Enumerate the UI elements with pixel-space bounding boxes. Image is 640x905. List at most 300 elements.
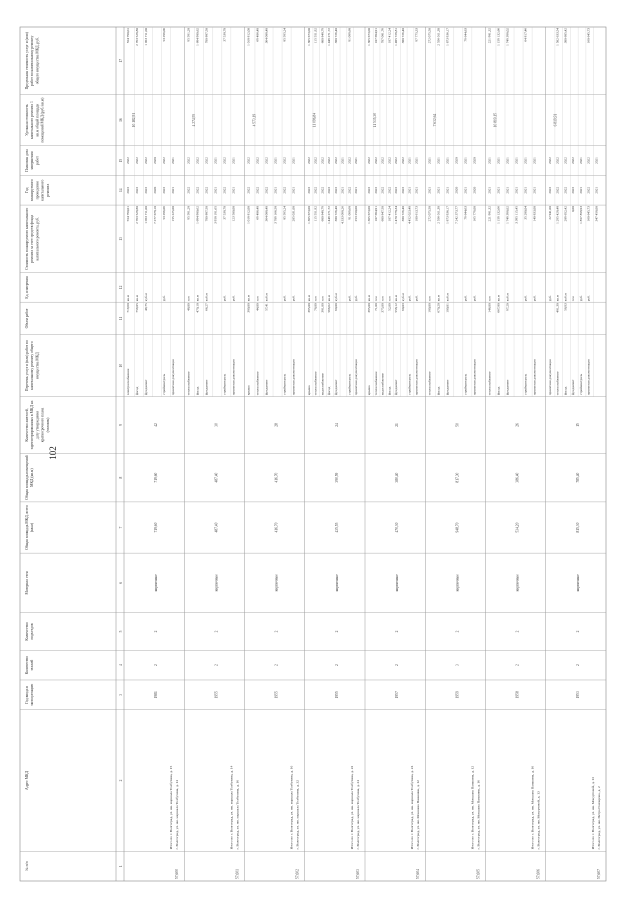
work-unit: руб. [291,295,296,302]
work-cost: 380 726,40 [333,206,338,222]
row-number: 57,602 [295,869,300,879]
row-residents: 24 [334,423,339,427]
work-unit: кв.м [327,294,332,302]
work-unit: кв.м [394,294,399,302]
work-end-date: 2021 [578,157,583,164]
work-cost: 7 277 678,10 [153,206,158,224]
header-cell: Перечень услуг и (или) работ по [25,340,29,392]
row-number: 57,601 [235,869,240,879]
row-address: г. Волгоград, ул. им. маршала Толбухина, д. 16 [235,779,240,850]
work-name: стройконтроль [162,373,167,396]
work-end-date: 2021 [354,157,359,164]
row-residents: 50 [455,423,460,427]
row-area-rooms: 390,59 [334,472,339,483]
row-area-rooms: 487,40 [214,472,219,483]
work-cost: 253 250,00 [354,206,359,222]
row-address: г. Волгоград, ул. им. маршала Толбухина, д. 32 [295,779,300,850]
work-unit: руб. [414,295,419,302]
row-floors: 2 [334,664,339,667]
row-area-total: 719,60 [154,522,159,533]
work-unit: руб. [354,295,359,302]
work-unit: п.м [571,296,575,302]
work-end-date: 2021 [496,157,501,164]
work-year: 2021 [578,186,583,194]
work-year: 2021 [407,186,412,194]
column-number: 12 [119,285,123,290]
work-year: 2022 [282,186,287,194]
work-end-date: 2022 [222,157,227,164]
work-cost: 2 556 011,30 [436,206,441,224]
work-year: 2022 [571,186,575,194]
header-cell: Ед. измерения [25,276,29,299]
work-volume: 58,93 [563,303,568,311]
work-limit-cost: 53 296,06 [162,28,167,42]
work-unit: куб.м [264,293,269,302]
work-cost: 123 500,00 [231,206,236,222]
work-volume: 60,03 [400,303,405,311]
work-volume: 100,01 [445,303,450,313]
work-cost: 700 887,50 [204,206,209,222]
row-area-rooms: 380,40 [395,472,400,483]
work-unit: куб.м [204,293,209,302]
work-name: стройконтроль [222,373,227,396]
work-year: 2022 [195,186,200,194]
work-end-date: 2020 [153,157,158,164]
work-cost: 95 591,28 [186,206,191,220]
work-cost: 1 694 980,62 [195,206,200,224]
work-volume: 395,00 [367,303,371,313]
row-address: Итого по г. Волгоград, ул. им. маршала Толбухина, д. 15 [169,765,174,850]
work-cost: 554 790,01 [126,206,130,222]
column-number: 1 [119,865,123,868]
work-unit: кв.м [306,294,311,302]
work-cost: 2 763 528,80 [135,206,140,224]
row-year: 1955 [274,691,279,699]
work-cost: 1 295 428,48 [555,206,560,224]
work-unit: руб. [472,295,477,302]
row-wall-material: кирпичные [515,574,520,592]
work-cost: 4 333 098,26 [340,206,345,224]
work-year: 2022 [347,186,352,194]
work-end-date: 2021 [594,157,599,164]
work-name: электроснабжение [126,368,130,396]
work-name: проектная документация [231,359,236,396]
column-number: 6 [119,581,123,584]
header-cell: проведения [35,181,40,200]
work-year: 2022 [320,186,325,194]
header-cell: планируемого [30,179,35,202]
work-limit-cost: 37 538,70 [222,28,227,42]
work-year: 2022 [313,186,318,194]
row-wall-material: кирпичные [214,574,219,592]
work-cost: 160 645,73 [586,206,591,222]
column-number: 17 [119,58,123,63]
row-residents: 21 [395,423,400,427]
work-cost: 85 595,24 [282,206,287,220]
work-cost: 1 449 271,72 [327,206,332,224]
work-year: 2021 [340,186,345,194]
row-wall-material: кирпичные [154,574,159,592]
header-cell: № п/п [25,861,29,871]
work-year: 2022 [264,186,269,194]
work-name: стройконтроль [347,373,352,396]
work-unit: кв.м [135,294,140,302]
row-area-rooms: 817,30 [455,472,460,483]
work-end-date: 2022 [264,157,269,164]
work-year: 2022 [563,186,568,194]
work-name: проектная документация [291,359,296,396]
row-residents: 42 [154,423,159,427]
row-area-rooms: 416,70 [274,472,279,483]
column-number: 7 [119,526,123,529]
header-cell: Предельная стоимость услуг и (или) [25,32,29,90]
row-area-total: 948,70 [455,522,460,533]
work-limit-cost: 2 763 528,80 [135,28,140,46]
work-unit: куб.м [563,293,568,302]
header-cell: работ [35,156,40,165]
header-cell: Материал стен [25,571,29,595]
page-number: 102 [48,446,58,460]
work-limit-cost: 1 694 980,62 [195,28,200,46]
work-end-date: 2021 [445,157,450,164]
work-end-date: 2021 [231,157,236,164]
work-unit: кв.м [555,294,560,302]
work-volume: 52,00 [387,303,392,311]
work-cost: 3 709 166,58 [273,206,278,224]
work-limit-cost: 1 365 673,00 [306,28,311,46]
work-limit-cost: 107 412,24 [387,28,392,44]
header-cell: подъездов [30,623,35,640]
work-unit: руб. [586,295,591,302]
work-limit-cost: 272 075,50 [427,28,432,44]
row-number: 57,607 [596,869,601,879]
work-cost: 107 694,91 [373,206,378,222]
work-name: проектная документация [171,359,176,396]
work-limit-cost: 91 099,68 [347,28,352,42]
header-cell: завершения [30,151,35,170]
row-year: 1955 [214,691,219,699]
work-end-date: 2022 [126,157,130,164]
header-cell: (кв.м) [30,522,35,533]
work-unit: куб.м [144,293,149,302]
work-cost: 1 365 673,00 [306,206,311,224]
row-entrances: 2 [214,630,219,633]
work-unit: кв.м [496,294,501,302]
work-name: фасад [387,386,392,396]
work-name: фундамент [571,379,575,396]
header-cell: Количество жителей, [25,408,29,442]
work-end-date: 2022 [380,157,385,164]
row-entrances: 2 [575,630,580,633]
work-year: 2022 [380,186,385,194]
work-cost: 364 088,40 [264,206,269,222]
work-end-date: 2022 [327,157,332,164]
row-unit-cost: 10 819,15 [493,112,498,128]
header-cell: ремонта [45,183,50,197]
work-name: проектная документация [532,359,537,396]
column-number: 14 [119,188,123,193]
row-year: 1957 [395,691,400,699]
work-cost: 1 873 936,17 [445,206,450,224]
work-volume: 719,60 [126,303,130,313]
row-number: 57,606 [536,869,541,879]
work-end-date: 2021 [213,157,218,164]
work-unit: кв.м [126,294,130,302]
work-name: теплоснабжение [186,371,191,396]
work-cost: 91 099,68 [347,206,352,220]
header-cell: капитального ремонта 1 [30,101,35,139]
work-cost: 35 280,04 [523,206,528,220]
work-name: проектная документация [414,359,419,396]
row-unit-cost: 4 274,93 [192,113,197,127]
work-cost: 53 296,06 [162,206,167,220]
work-cost: 3 958 191,65 [213,206,218,224]
work-cost: 4 452 023,40 [407,206,412,224]
work-limit-cost: 300 605,42 [563,28,568,44]
work-unit: п.м [373,296,378,302]
work-name: стройконтроль [578,373,583,396]
work-volume: 71,00 [373,303,378,311]
work-cost: 1 857 858,93 [578,206,583,224]
work-year: 2022 [333,186,338,194]
work-unit: кв.м [367,294,371,302]
work-end-date: 2022 [204,157,209,164]
row-address: г. Волгоград, ул. им. маршала Толбухина, д. 14 [175,779,180,850]
work-volume: 481,30 [555,303,560,313]
work-name: фундамент [445,379,450,396]
row-floors: 2 [214,664,219,667]
work-end-date: 2021 [532,157,537,164]
work-name: фундамент [394,379,399,396]
row-wall-material: кирпичные [455,574,460,592]
work-limit-cost: 1 449 271,72 [327,28,332,46]
work-year: 2021 [445,186,450,194]
work-cost: 165 779,00 [472,206,477,222]
row-year: 1955 [334,691,339,699]
row-address: Итого по г. Волгоград, ул. им. Мокшана Панакина, д. 12 [470,765,475,850]
work-year: 2022 [246,186,251,194]
row-entrances: 2 [455,630,460,633]
work-limit-cost: 364 088,40 [264,28,269,44]
work-end-date: 2022 [313,157,318,164]
header-cell: помещений МКД (руб./кв.м) [40,97,45,143]
header-cell: (человек) [45,417,50,433]
work-cost: 600 848,79 [320,206,325,222]
work-cost: 1 365 673,00 [367,206,371,224]
work-end-date: 2021 [340,157,345,164]
work-end-date: 2021 [487,157,492,164]
work-name: теплоснабжение [373,371,378,396]
work-year: 2021 [414,186,419,194]
work-year: 2020 [472,186,477,194]
row-wall-material: кирпичные [274,574,279,592]
work-cost: 380 726,40 [400,206,405,222]
work-limit-cost: 160 645,73 [586,28,591,44]
row-address: Итого по г. Волгоград, ул. им. маршала Толбухина, д. 16 [289,765,294,850]
column-number: 13 [119,237,123,241]
work-name: стройконтроль [463,373,468,396]
work-volume: 759,05 [135,303,140,313]
work-end-date: 2022 [563,157,568,164]
work-name: теплоснабжение [487,371,492,396]
work-limit-cost: 1 749 398,02 [505,28,510,46]
work-limit-cost: 97 775,33 [414,28,419,42]
header-cell: Общая площадь помещений [25,455,29,500]
header-cell: Количество [25,622,29,641]
work-unit: руб. [162,295,167,302]
work-volume: 670,20 [436,303,441,313]
work-name: фасад [563,386,568,396]
work-end-date: 2021 [171,157,176,164]
column-number: 5 [119,630,123,633]
row-residents: 15 [575,423,580,427]
work-cost: 3 395 115,45 [514,206,519,224]
row-area-total: 534,20 [515,522,520,533]
work-end-date: 2022 [320,157,325,164]
work-year: 2022 [400,186,405,194]
row-residents: 26 [515,423,520,427]
work-name: теплоснабжение [555,371,560,396]
work-year: 2022 [144,186,149,194]
column-number: 9 [119,424,123,426]
row-wall-material: кирпичные [334,574,339,592]
work-end-date: 2022 [162,157,167,164]
work-volume: 470,10 [195,303,200,313]
work-year: 2022 [126,186,130,194]
work-year: 2022 [162,186,167,194]
work-name: фундамент [204,379,209,396]
row-unit-cost: 11 535,30 [372,112,377,128]
work-name: фундамент [144,379,149,396]
work-limit-cost: 554 790,01 [126,28,130,44]
row-residents: 30 [214,423,219,427]
work-name: проектная документация [472,359,477,396]
work-cost: 22 941,00 [547,206,552,220]
work-end-date: 2021 [427,157,432,164]
work-unit: руб. [523,295,528,302]
header-cell: кв.м общей площади [35,103,40,137]
row-address: г. Волгоград, ул. им. маршала Толбухина, д. 24 [355,779,360,850]
work-cost: 0,00 [571,206,575,213]
work-unit: руб. [231,295,236,302]
work-end-date: 2021 [414,157,419,164]
row-area-total: 470,30 [395,522,400,533]
work-year: 2021 [354,186,359,194]
header-cell: Год [25,187,29,193]
row-address: г. Волгоград, ул. им. Мокшана Панакина, д. 16 [476,780,481,850]
work-name: фасад [135,386,140,396]
work-year: 2022 [204,186,209,194]
work-year: 2021 [505,186,510,194]
row-entrances: 2 [515,630,520,633]
work-end-date: 2022 [255,157,260,164]
work-limit-cost: 221 981,32 [487,28,492,44]
work-limit-cost: 380 726,40 [400,28,405,44]
header-cell: имущества МКД [35,352,40,379]
work-name: проектная документация [547,359,552,396]
work-cost: 69 406,40 [255,206,260,220]
row-residents: 28 [274,423,279,427]
row-entrances: 2 [395,630,400,633]
work-year: 2022 [373,186,378,194]
work-cost: 7 242 373,77 [454,206,459,224]
work-name: проектная документация [586,359,591,396]
work-cost: 115 551,92 [313,206,318,222]
work-end-date: 2022 [547,157,552,164]
row-address: г. Волгоград, ул. им. Петра Гончарова, д. 2 [596,786,601,850]
work-end-date: 2022 [394,157,399,164]
work-limit-cost: 1 873 936,17 [445,28,450,46]
work-name: крыша [367,385,371,396]
header-cell: зарегистрированных в МКД на [30,400,35,450]
row-wall-material: кирпичные [575,574,580,592]
work-volume: 97,20 [505,303,510,311]
work-cost: 155 225,00 [171,206,176,222]
work-name: водоснабжение [380,373,385,396]
row-entrances: 2 [274,630,279,633]
header-cell: Адрес МКД [25,771,29,790]
work-limit-cost: 107 694,91 [373,28,378,44]
work-end-date: 2022 [333,157,338,164]
work-cost: 205 031,00 [291,206,296,222]
work-limit-cost: 1 053 711,00 [144,28,149,46]
work-end-date: 2022 [586,157,591,164]
work-unit: п.м [186,296,191,302]
work-unit: руб. [347,295,352,302]
work-name: теплоснабжение [255,371,260,396]
work-volume: 375,00 [380,303,385,313]
work-end-date: 2022 [373,157,378,164]
row-unit-cost: 11 096,84 [312,112,317,128]
work-unit: п.м [487,296,492,302]
work-year: 2021 [532,186,537,194]
work-cost: 1 053 711,00 [144,206,149,224]
work-limit-cost: 115 551,92 [313,28,318,44]
work-end-date: 2022 [555,157,560,164]
row-floors: 2 [274,664,279,667]
work-year: 2021 [523,186,528,194]
row-address: Итого по г. Волгоград, ул. им. маршала Толбухина, д. 22 [349,765,354,850]
row-number: 57,604 [416,869,421,879]
row-address: Итого по г. Волгоград, ул. им. маршала Толбухина, д. 24 [410,765,415,850]
row-area-rooms: 719,60 [154,472,159,483]
work-year: 2022 [222,186,227,194]
work-name: крыша [246,385,251,396]
work-unit: руб. [463,295,468,302]
row-number: 57,603 [355,869,360,879]
work-end-date: 2021 [436,157,441,164]
work-name: фасад [327,386,332,396]
work-end-date: 2021 [291,157,296,164]
work-unit: п.м [313,296,318,302]
work-limit-cost: 1 365 673,00 [367,28,371,46]
work-unit: п.м [255,296,260,302]
work-end-date: 2022 [144,157,149,164]
work-year: 2021 [291,186,296,194]
work-year: 2021 [487,186,492,194]
work-end-date: 2022 [571,157,575,164]
work-year: 2022 [586,186,591,194]
header-cell: работ по капитальному ремонту [30,35,35,86]
row-floors: 2 [395,664,400,667]
work-unit: куб.м [445,293,450,302]
work-unit: п.м [320,296,325,302]
work-cost: 347 458,00 [594,206,599,222]
work-name: стройконтроль [407,373,412,396]
work-year: 2022 [394,186,399,194]
work-unit: куб.м [505,293,510,302]
work-year: 2022 [327,186,332,194]
